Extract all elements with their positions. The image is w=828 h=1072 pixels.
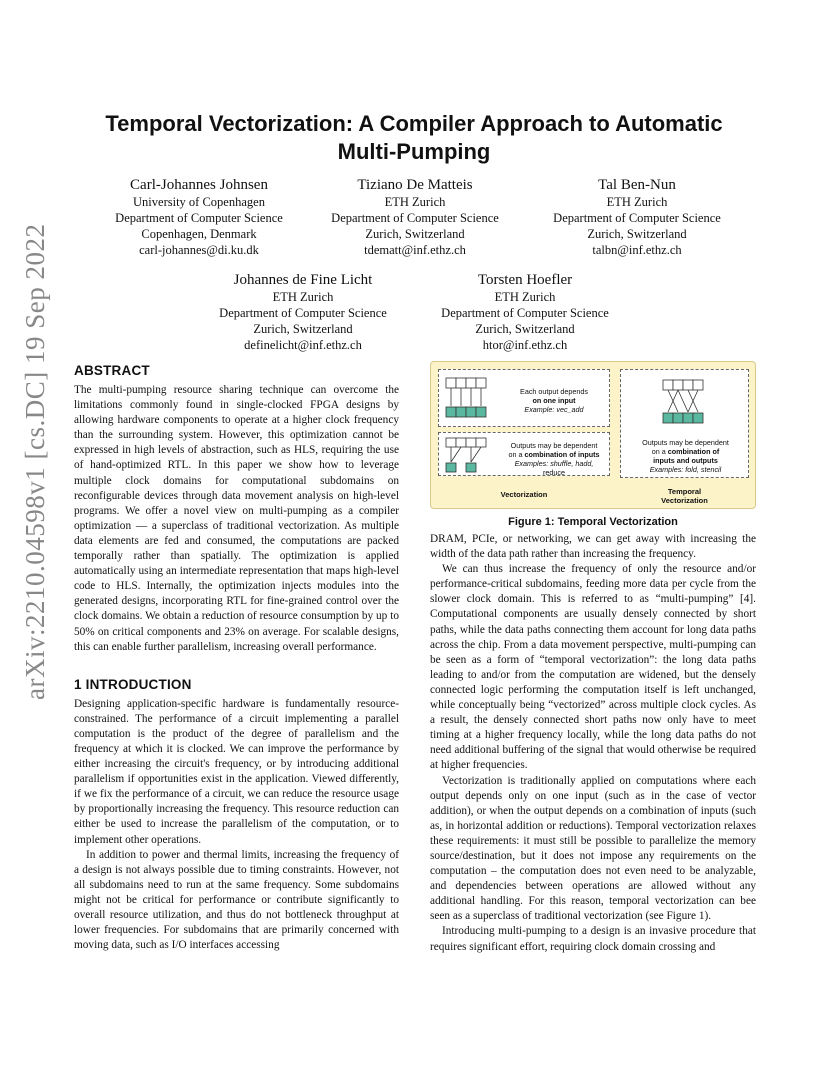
intro-paragraph-1: Designing application-specific hardware is fundamentally resource-constrained. The performance of a circuit implementing a parallel computation is the product of the degree of parallelism and the frequency at which it is clocked. We can improve the performance by either increasing the circuit's frequency, or by introducing additional parallelism if opportunities exist in the application. Viewed differently, if we fix the performance of a circuit, we can reduce the resource usage by proportionally increasing the frequency. This resource reduction can either be used to increase the parallelism of the computation, or to implement other operations. xyxy=(74,697,399,846)
right-paragraph-3: Vectorization is traditionally applied on computations where each output depends only on one input (such as in the case of vector addition), or when the output depends on a combination of inputs (such as, in horizontal addition or reductions). Temporal vectorization relaxes these requirements: it must still be possible to parallelize the memory source/destination, but it does not impose any requirements on the computation – the computation does not even need to be analyzable, and dependencies between operations are allowed without any additional handling. For this reason, temporal vectorization can bee seen as a superclass of traditional vectorization (see Figure 1). xyxy=(430,774,756,923)
author-email: definelicht@inf.ethz.ch xyxy=(244,338,362,352)
author-location: Zurich, Switzerland xyxy=(253,322,353,336)
author-department: Department of Computer Science xyxy=(553,211,721,225)
right-paragraph-4: Introducing multi-pumping to a design is an invasive procedure that requires significant effort, requiring clock domain crossing and xyxy=(430,925,756,953)
author-affiliation: ETH Zurich xyxy=(606,195,668,209)
author-email: tdematt@inf.ethz.ch xyxy=(364,243,466,257)
panel-combination-inputs xyxy=(438,432,610,476)
author-email: carl-johannes@di.ku.dk xyxy=(139,243,259,257)
temporal-vectorization-label: Temporal Vectorization xyxy=(661,487,708,505)
panel-temporal xyxy=(620,369,749,478)
abstract-heading: ABSTRACT xyxy=(74,363,150,378)
author-name: Torsten Hoefler xyxy=(477,272,573,288)
author-block xyxy=(310,176,520,258)
author-department: Department of Computer Science xyxy=(441,306,609,320)
figure-caption: Figure 1: Temporal Vectorization xyxy=(508,516,678,528)
author-affiliation: ETH Zurich xyxy=(272,290,334,304)
panel-temporal-text: Outputs may be dependent on a combination of inputs and outputs Examples: fold, stencil xyxy=(642,438,729,474)
author-email: htor@inf.ethz.ch xyxy=(482,338,568,352)
author-affiliation: ETH Zurich xyxy=(494,290,556,304)
author-name: Tal Ben-Nun xyxy=(598,177,676,193)
author-name: Carl-Johannes Johnsen xyxy=(130,177,268,193)
elementwise-diagram xyxy=(445,376,493,422)
author-location: Copenhagen, Denmark xyxy=(141,227,257,241)
author-location: Zurich, Switzerland xyxy=(587,227,687,241)
introduction-heading: 1 INTRODUCTION xyxy=(74,676,192,692)
left-column xyxy=(74,363,399,953)
author-name: Johannes de Fine Licht xyxy=(233,272,373,288)
right-paragraph-1: DRAM, PCIe, or networking, we can get away with increasing the width of the data path rather than increasing the frequency. xyxy=(430,533,756,561)
vectorization-label: Vectorization xyxy=(500,490,548,499)
author-block xyxy=(94,176,304,258)
author-location: Zurich, Switzerland xyxy=(365,227,465,241)
author-affiliation: ETH Zurich xyxy=(384,195,446,209)
intro-paragraph-2: In addition to power and thermal limits, increasing the frequency of a design is not always possible due to timing constraints. However, not all subdomains need to run at the same frequency. Some subdomains might not be critical for performance or contribute significantly to overall resource utilization, and thus do not bottleneck throughput at lower frequencies. For subdomains that are primarily concerned with moving data, such as I/O interfaces accessing xyxy=(74,848,399,952)
author-block xyxy=(198,271,408,353)
abstract-text: The multi-pumping resource sharing technique can overcome the limitations commonly found in single-clocked FPGA designs by allowing hardware components to operate at a higher clock frequency than the surrounding system. However, this optimization cannot be expressed in high levels of abstraction, such as HLS, requiring the use of hand-optimized RTL. In this paper we show how to leverage multiple clock domains for computational subdomains on reconfigurable devices through data movement analysis on high-level programs. We offer a novel view on multi-pumping as a compiler optimization — a superclass of traditional vectorization. As multiple data elements are fed and consumed, the computations are packed temporally rather than spatially. The optimization is applied automatically using an intermediate representation that maps high-level code to HLS. Internally, the optimization injects modules into the generated designs, incorporating RTL for fine-grained control over the clock domains. We obtain a reduction of resource consumption by up to 50% on critical components and 23% on average. For scalable designs, this can enable further parallelism, increasing overall performance. xyxy=(74,384,399,653)
arxiv-identifier: arXiv:2210.04598v1 [cs.DC] 19 Sep 2022 xyxy=(20,223,50,700)
title-line-1: Temporal Vectorization: A Compiler Approach to Automatic xyxy=(105,111,723,136)
right-column xyxy=(430,532,756,955)
author-department: Department of Computer Science xyxy=(115,211,283,225)
stencil-diagram xyxy=(661,378,711,428)
author-block xyxy=(532,176,742,258)
author-affiliation: University of Copenhagen xyxy=(133,195,265,209)
author-email: talbn@inf.ethz.ch xyxy=(592,243,682,257)
right-paragraph-2: We can thus increase the frequency of only the resource and/or performance-critical subdomains, feeding more data per cycle from the slower clock domain. This is referred to as “multi-pumping” [4]. Computational components are usually densely connected by short paths, while the data paths connecting them account for long data paths across the chip. From a data movement perspective, multi-pumping can be seen as a form of “temporal vectorization”: the long data paths leading to and/or from the computation are widened, but the densely connected logic performing the computation itself is left unchanged, while conceptually being “vectorized” across multiple clock cycles. As a result, the densely connected short paths now only have to meet timing at a higher frequency locally, while the long data paths do not need additional buffering of the signal that would otherwise be required at higher frequencies. xyxy=(430,563,756,772)
paper-title xyxy=(74,110,754,166)
title-line-2: Multi-Pumping xyxy=(337,139,491,164)
author-name: Tiziano De Matteis xyxy=(357,177,473,193)
author-department: Department of Computer Science xyxy=(331,211,499,225)
reduction-diagram xyxy=(445,437,493,475)
author-location: Zurich, Switzerland xyxy=(475,322,575,336)
panel-one-input xyxy=(438,369,610,427)
author-block xyxy=(420,271,630,353)
figure-temporal-vectorization xyxy=(430,361,756,509)
author-department: Department of Computer Science xyxy=(219,306,387,320)
panel-combination-inputs-text: Outputs may be dependent on a combination of inputs Examples: shuffle, hadd, reduce xyxy=(508,441,600,477)
panel-one-input-text: Each output depends on one input Example: vec_add xyxy=(520,387,588,414)
